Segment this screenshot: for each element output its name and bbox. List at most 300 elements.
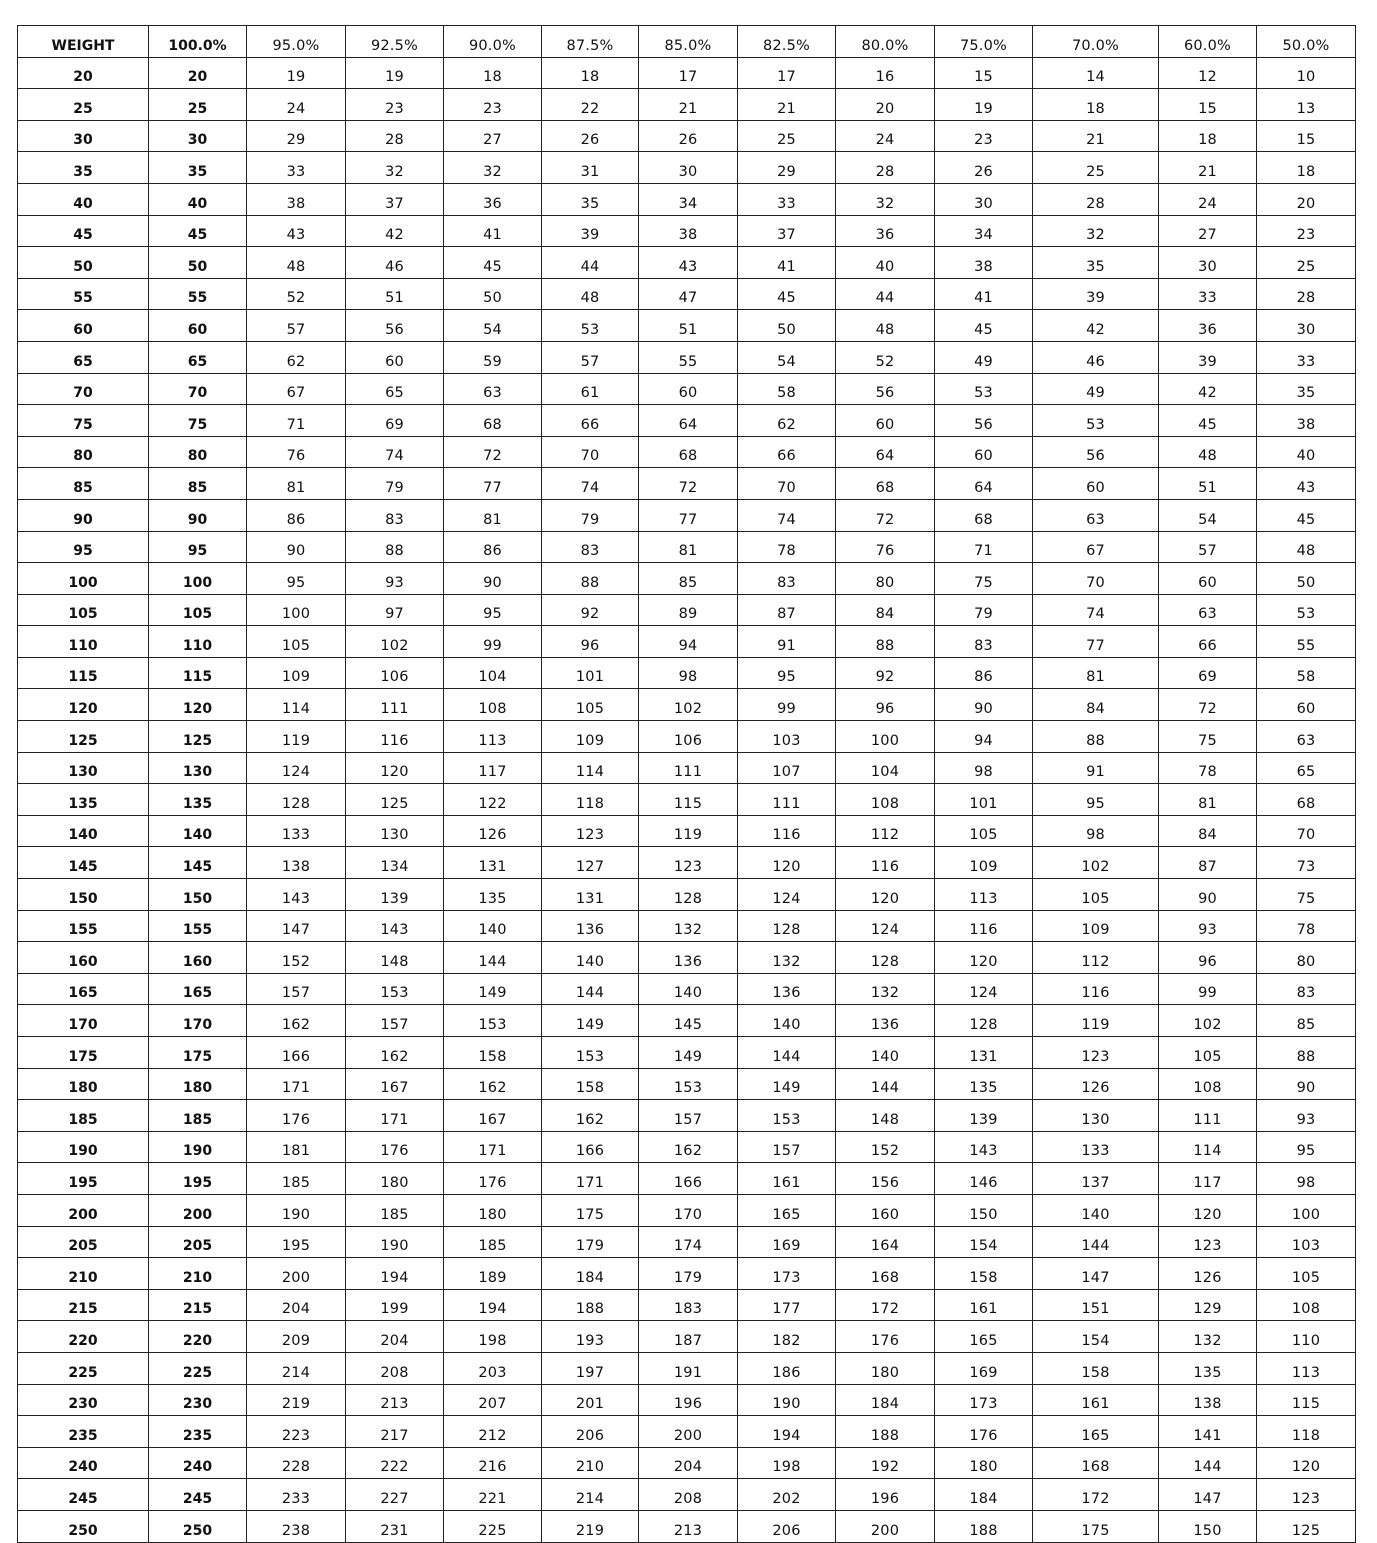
percent-value-cell: 80 (836, 563, 935, 595)
percent-value-cell: 83 (346, 499, 444, 531)
percent-value-cell: 88 (1033, 721, 1159, 753)
percent-value-cell: 63 (1033, 499, 1159, 531)
percent-value-cell: 128 (247, 784, 346, 816)
percent-value-cell: 149 (444, 973, 542, 1005)
percent-value-cell: 66 (1159, 626, 1257, 658)
percent-value-cell: 90 (935, 689, 1033, 721)
percent-value-cell: 83 (1257, 973, 1356, 1005)
percent-value-cell: 201 (542, 1384, 639, 1416)
table-body (18, 57, 1356, 1542)
percent-value-cell: 103 (1257, 1226, 1356, 1258)
percent-value-cell: 86 (444, 531, 542, 563)
weight-cell: 230 (18, 1384, 149, 1416)
weight-cell: 210 (18, 1258, 149, 1290)
percent-value-cell: 139 (346, 879, 444, 911)
percent-value-cell: 60 (935, 436, 1033, 468)
percent-value-cell: 78 (738, 531, 836, 563)
percent-value-cell: 162 (639, 1131, 738, 1163)
table-row (18, 563, 1356, 595)
weight-cell: 205 (18, 1226, 149, 1258)
percent-value-cell: 68 (1257, 784, 1356, 816)
percent-value-cell: 90 (247, 531, 346, 563)
percent-value-cell: 153 (346, 973, 444, 1005)
percent-value-cell: 231 (346, 1510, 444, 1542)
percent-value-cell: 207 (444, 1384, 542, 1416)
percent-value-cell: 46 (346, 247, 444, 279)
percent-value-cell: 51 (1159, 468, 1257, 500)
percent-value-cell: 83 (935, 626, 1033, 658)
percent-value-cell: 84 (836, 594, 935, 626)
percent-value-cell: 219 (247, 1384, 346, 1416)
table-row (18, 1289, 1356, 1321)
percent-value-cell: 79 (542, 499, 639, 531)
full-weight-cell: 225 (149, 1352, 247, 1384)
percent-value-cell: 39 (1159, 341, 1257, 373)
percent-value-cell: 39 (542, 215, 639, 247)
full-weight-cell: 185 (149, 1100, 247, 1132)
percent-value-cell: 60 (1033, 468, 1159, 500)
percent-value-cell: 19 (935, 89, 1033, 121)
table-row (18, 879, 1356, 911)
percent-value-cell: 127 (542, 847, 639, 879)
percent-value-cell: 191 (639, 1352, 738, 1384)
percent-value-cell: 23 (935, 120, 1033, 152)
percent-value-cell: 143 (247, 879, 346, 911)
table-row (18, 657, 1356, 689)
percent-value-cell: 119 (1033, 1005, 1159, 1037)
percent-value-cell: 131 (935, 1037, 1033, 1069)
table-row (18, 973, 1356, 1005)
full-weight-cell: 250 (149, 1510, 247, 1542)
percent-value-cell: 140 (1033, 1194, 1159, 1226)
percent-value-cell: 97 (346, 594, 444, 626)
weight-cell: 235 (18, 1416, 149, 1448)
percent-value-cell: 54 (1159, 499, 1257, 531)
percent-value-cell: 77 (1033, 626, 1159, 658)
percent-value-cell: 151 (1033, 1289, 1159, 1321)
percent-value-cell: 184 (836, 1384, 935, 1416)
percent-value-cell: 105 (542, 689, 639, 721)
percent-value-cell: 157 (738, 1131, 836, 1163)
percent-value-cell: 37 (738, 215, 836, 247)
full-weight-cell: 30 (149, 120, 247, 152)
weight-cell: 125 (18, 721, 149, 753)
column-header-percent: 95.0% (247, 26, 346, 58)
percent-value-cell: 113 (444, 721, 542, 753)
percent-value-cell: 123 (1257, 1479, 1356, 1511)
full-weight-cell: 115 (149, 657, 247, 689)
percent-value-cell: 152 (836, 1131, 935, 1163)
percent-value-cell: 124 (836, 910, 935, 942)
percent-value-cell: 89 (639, 594, 738, 626)
percent-value-cell: 85 (639, 563, 738, 595)
percent-value-cell: 188 (935, 1510, 1033, 1542)
percent-value-cell: 146 (935, 1163, 1033, 1195)
percent-value-cell: 79 (346, 468, 444, 500)
full-weight-cell: 210 (149, 1258, 247, 1290)
percent-value-cell: 36 (1159, 310, 1257, 342)
percent-value-cell: 204 (247, 1289, 346, 1321)
percent-value-cell: 199 (346, 1289, 444, 1321)
percent-value-cell: 15 (1159, 89, 1257, 121)
percent-value-cell: 15 (935, 57, 1033, 89)
weight-cell: 120 (18, 689, 149, 721)
weight-cell: 25 (18, 89, 149, 121)
percent-value-cell: 111 (639, 752, 738, 784)
percent-value-cell: 190 (346, 1226, 444, 1258)
percent-value-cell: 148 (836, 1100, 935, 1132)
percent-value-cell: 214 (542, 1479, 639, 1511)
weight-cell: 220 (18, 1321, 149, 1353)
percent-value-cell: 111 (346, 689, 444, 721)
percent-value-cell: 238 (247, 1510, 346, 1542)
weight-cell: 20 (18, 57, 149, 89)
percent-value-cell: 140 (738, 1005, 836, 1037)
percent-value-cell: 74 (1033, 594, 1159, 626)
percent-value-cell: 214 (247, 1352, 346, 1384)
percent-value-cell: 194 (346, 1258, 444, 1290)
percent-value-cell: 13 (1257, 89, 1356, 121)
table-row (18, 784, 1356, 816)
percent-value-cell: 60 (1257, 689, 1356, 721)
table-row (18, 120, 1356, 152)
percent-value-cell: 81 (1159, 784, 1257, 816)
percent-value-cell: 93 (1257, 1100, 1356, 1132)
percentage-weight-table (17, 25, 1356, 1543)
full-weight-cell: 70 (149, 373, 247, 405)
percent-value-cell: 162 (346, 1037, 444, 1069)
percent-value-cell: 30 (639, 152, 738, 184)
percent-value-cell: 116 (738, 815, 836, 847)
weight-cell: 225 (18, 1352, 149, 1384)
percent-value-cell: 176 (247, 1100, 346, 1132)
percent-value-cell: 196 (639, 1384, 738, 1416)
percent-value-cell: 98 (1033, 815, 1159, 847)
percent-value-cell: 79 (935, 594, 1033, 626)
percent-value-cell: 64 (935, 468, 1033, 500)
full-weight-cell: 205 (149, 1226, 247, 1258)
percent-value-cell: 38 (935, 247, 1033, 279)
percent-value-cell: 134 (346, 847, 444, 879)
percent-value-cell: 73 (1257, 847, 1356, 879)
percent-value-cell: 32 (1033, 215, 1159, 247)
percent-value-cell: 74 (738, 499, 836, 531)
percent-value-cell: 175 (542, 1194, 639, 1226)
percent-value-cell: 143 (346, 910, 444, 942)
table-row (18, 1194, 1356, 1226)
percent-value-cell: 190 (738, 1384, 836, 1416)
percent-value-cell: 123 (639, 847, 738, 879)
percent-value-cell: 206 (738, 1510, 836, 1542)
percent-value-cell: 102 (639, 689, 738, 721)
percent-value-cell: 194 (444, 1289, 542, 1321)
weight-cell: 240 (18, 1447, 149, 1479)
table-row (18, 1447, 1356, 1479)
percent-value-cell: 27 (444, 120, 542, 152)
percent-value-cell: 88 (542, 563, 639, 595)
percent-value-cell: 75 (1159, 721, 1257, 753)
percent-value-cell: 222 (346, 1447, 444, 1479)
percent-value-cell: 49 (1033, 373, 1159, 405)
percent-value-cell: 60 (1159, 563, 1257, 595)
percent-value-cell: 48 (247, 247, 346, 279)
percent-value-cell: 169 (935, 1352, 1033, 1384)
full-weight-cell: 20 (149, 57, 247, 89)
table-row (18, 721, 1356, 753)
percent-value-cell: 78 (1159, 752, 1257, 784)
percent-value-cell: 23 (346, 89, 444, 121)
percent-value-cell: 157 (346, 1005, 444, 1037)
percent-value-cell: 15 (1257, 120, 1356, 152)
percent-value-cell: 228 (247, 1447, 346, 1479)
percent-value-cell: 126 (444, 815, 542, 847)
percent-value-cell: 65 (1257, 752, 1356, 784)
column-header-percent: 100.0% (149, 26, 247, 58)
percent-value-cell: 60 (639, 373, 738, 405)
percent-value-cell: 161 (738, 1163, 836, 1195)
percent-value-cell: 41 (444, 215, 542, 247)
percent-value-cell: 153 (738, 1100, 836, 1132)
percent-value-cell: 187 (639, 1321, 738, 1353)
table-row (18, 215, 1356, 247)
percent-value-cell: 62 (247, 341, 346, 373)
percent-value-cell: 94 (935, 721, 1033, 753)
weight-cell: 130 (18, 752, 149, 784)
percent-value-cell: 55 (1257, 626, 1356, 658)
percent-value-cell: 75 (1257, 879, 1356, 911)
percent-value-cell: 120 (738, 847, 836, 879)
percent-value-cell: 102 (346, 626, 444, 658)
weight-cell: 185 (18, 1100, 149, 1132)
percent-value-cell: 204 (639, 1447, 738, 1479)
percent-value-cell: 109 (542, 721, 639, 753)
percent-value-cell: 84 (1033, 689, 1159, 721)
percent-value-cell: 149 (542, 1005, 639, 1037)
percent-value-cell: 136 (836, 1005, 935, 1037)
percent-value-cell: 99 (738, 689, 836, 721)
percent-value-cell: 98 (1257, 1163, 1356, 1195)
percent-value-cell: 166 (542, 1131, 639, 1163)
percent-value-cell: 233 (247, 1479, 346, 1511)
percent-value-cell: 144 (836, 1068, 935, 1100)
percent-value-cell: 166 (247, 1037, 346, 1069)
percent-value-cell: 124 (738, 879, 836, 911)
percent-value-cell: 217 (346, 1416, 444, 1448)
percent-value-cell: 81 (247, 468, 346, 500)
percent-value-cell: 29 (738, 152, 836, 184)
percent-value-cell: 196 (836, 1479, 935, 1511)
percent-value-cell: 114 (542, 752, 639, 784)
percent-value-cell: 20 (836, 89, 935, 121)
percent-value-cell: 92 (542, 594, 639, 626)
percent-value-cell: 51 (346, 278, 444, 310)
percent-value-cell: 174 (639, 1226, 738, 1258)
percent-value-cell: 25 (738, 120, 836, 152)
percent-value-cell: 213 (346, 1384, 444, 1416)
percent-value-cell: 171 (444, 1131, 542, 1163)
percent-value-cell: 95 (247, 563, 346, 595)
percent-value-cell: 18 (542, 57, 639, 89)
percent-value-cell: 179 (542, 1226, 639, 1258)
percent-value-cell: 51 (639, 310, 738, 342)
weight-cell: 145 (18, 847, 149, 879)
percent-value-cell: 81 (639, 531, 738, 563)
full-weight-cell: 110 (149, 626, 247, 658)
percent-value-cell: 175 (1033, 1510, 1159, 1542)
percent-value-cell: 63 (444, 373, 542, 405)
percent-value-cell: 68 (639, 436, 738, 468)
percent-value-cell: 53 (1033, 405, 1159, 437)
percent-value-cell: 46 (1033, 341, 1159, 373)
percent-value-cell: 45 (738, 278, 836, 310)
weight-cell: 60 (18, 310, 149, 342)
percent-value-cell: 92 (836, 657, 935, 689)
percent-value-cell: 70 (1033, 563, 1159, 595)
percent-value-cell: 147 (1033, 1258, 1159, 1290)
percent-value-cell: 154 (935, 1226, 1033, 1258)
percent-value-cell: 28 (836, 152, 935, 184)
percent-value-cell: 166 (639, 1163, 738, 1195)
percent-value-cell: 56 (1033, 436, 1159, 468)
table-row (18, 594, 1356, 626)
table-row (18, 1321, 1356, 1353)
percent-value-cell: 57 (1159, 531, 1257, 563)
percent-value-cell: 113 (935, 879, 1033, 911)
percent-value-cell: 119 (247, 721, 346, 753)
column-header-percent: 60.0% (1159, 26, 1257, 58)
percent-value-cell: 120 (346, 752, 444, 784)
percent-value-cell: 24 (836, 120, 935, 152)
percent-value-cell: 169 (738, 1226, 836, 1258)
weight-cell: 135 (18, 784, 149, 816)
percent-value-cell: 132 (836, 973, 935, 1005)
percent-value-cell: 204 (346, 1321, 444, 1353)
table-row (18, 1510, 1356, 1542)
percent-value-cell: 118 (542, 784, 639, 816)
percent-value-cell: 136 (542, 910, 639, 942)
percent-value-cell: 56 (836, 373, 935, 405)
percent-value-cell: 17 (738, 57, 836, 89)
percent-value-cell: 28 (1033, 183, 1159, 215)
percent-value-cell: 47 (639, 278, 738, 310)
percent-value-cell: 227 (346, 1479, 444, 1511)
percent-value-cell: 72 (1159, 689, 1257, 721)
full-weight-cell: 60 (149, 310, 247, 342)
percent-value-cell: 102 (1159, 1005, 1257, 1037)
full-weight-cell: 105 (149, 594, 247, 626)
percent-value-cell: 176 (444, 1163, 542, 1195)
weight-cell: 85 (18, 468, 149, 500)
percent-value-cell: 138 (1159, 1384, 1257, 1416)
percent-value-cell: 150 (1159, 1510, 1257, 1542)
percent-value-cell: 185 (247, 1163, 346, 1195)
percent-value-cell: 172 (1033, 1479, 1159, 1511)
percent-value-cell: 171 (346, 1100, 444, 1132)
weight-cell: 195 (18, 1163, 149, 1195)
percent-value-cell: 26 (639, 120, 738, 152)
percent-value-cell: 96 (836, 689, 935, 721)
percent-value-cell: 71 (935, 531, 1033, 563)
percent-value-cell: 164 (836, 1226, 935, 1258)
percent-value-cell: 162 (444, 1068, 542, 1100)
percent-value-cell: 45 (935, 310, 1033, 342)
column-header-percent: 80.0% (836, 26, 935, 58)
percent-value-cell: 150 (935, 1194, 1033, 1226)
percent-value-cell: 128 (935, 1005, 1033, 1037)
percent-value-cell: 173 (738, 1258, 836, 1290)
table-row (18, 1131, 1356, 1163)
percent-value-cell: 66 (738, 436, 836, 468)
percent-value-cell: 130 (346, 815, 444, 847)
weight-cell: 190 (18, 1131, 149, 1163)
percent-value-cell: 128 (738, 910, 836, 942)
percent-value-cell: 64 (639, 405, 738, 437)
table-row (18, 1005, 1356, 1037)
full-weight-cell: 145 (149, 847, 247, 879)
percent-value-cell: 52 (247, 278, 346, 310)
percent-value-cell: 171 (247, 1068, 346, 1100)
percent-value-cell: 158 (542, 1068, 639, 1100)
percent-value-cell: 198 (444, 1321, 542, 1353)
percent-value-cell: 86 (935, 657, 1033, 689)
percent-value-cell: 116 (935, 910, 1033, 942)
percent-value-cell: 195 (247, 1226, 346, 1258)
percent-value-cell: 208 (346, 1352, 444, 1384)
percent-value-cell: 38 (639, 215, 738, 247)
table-row (18, 942, 1356, 974)
percent-value-cell: 120 (836, 879, 935, 911)
percent-value-cell: 69 (346, 405, 444, 437)
percent-value-cell: 50 (738, 310, 836, 342)
percent-value-cell: 156 (836, 1163, 935, 1195)
percent-value-cell: 109 (935, 847, 1033, 879)
percent-value-cell: 90 (1159, 879, 1257, 911)
percent-value-cell: 24 (247, 89, 346, 121)
percent-value-cell: 225 (444, 1510, 542, 1542)
percent-value-cell: 95 (444, 594, 542, 626)
percent-value-cell: 67 (247, 373, 346, 405)
table-row (18, 183, 1356, 215)
percent-value-cell: 18 (1159, 120, 1257, 152)
percent-value-cell: 87 (1159, 847, 1257, 879)
percent-value-cell: 43 (1257, 468, 1356, 500)
percent-value-cell: 58 (1257, 657, 1356, 689)
percent-value-cell: 136 (738, 973, 836, 1005)
percent-value-cell: 60 (346, 341, 444, 373)
percent-value-cell: 70 (1257, 815, 1356, 847)
table-row (18, 1258, 1356, 1290)
percent-value-cell: 135 (935, 1068, 1033, 1100)
full-weight-cell: 50 (149, 247, 247, 279)
percent-value-cell: 153 (444, 1005, 542, 1037)
percent-value-cell: 68 (444, 405, 542, 437)
percent-value-cell: 107 (738, 752, 836, 784)
percent-value-cell: 180 (444, 1194, 542, 1226)
weight-cell: 100 (18, 563, 149, 595)
weight-cell: 140 (18, 815, 149, 847)
weight-cell: 115 (18, 657, 149, 689)
percent-value-cell: 63 (1159, 594, 1257, 626)
percent-value-cell: 176 (935, 1416, 1033, 1448)
percent-value-cell: 33 (738, 183, 836, 215)
table-row (18, 1352, 1356, 1384)
percent-value-cell: 172 (836, 1289, 935, 1321)
percent-value-cell: 72 (444, 436, 542, 468)
percent-value-cell: 101 (935, 784, 1033, 816)
percent-value-cell: 153 (542, 1037, 639, 1069)
percent-value-cell: 53 (935, 373, 1033, 405)
percent-value-cell: 39 (1033, 278, 1159, 310)
